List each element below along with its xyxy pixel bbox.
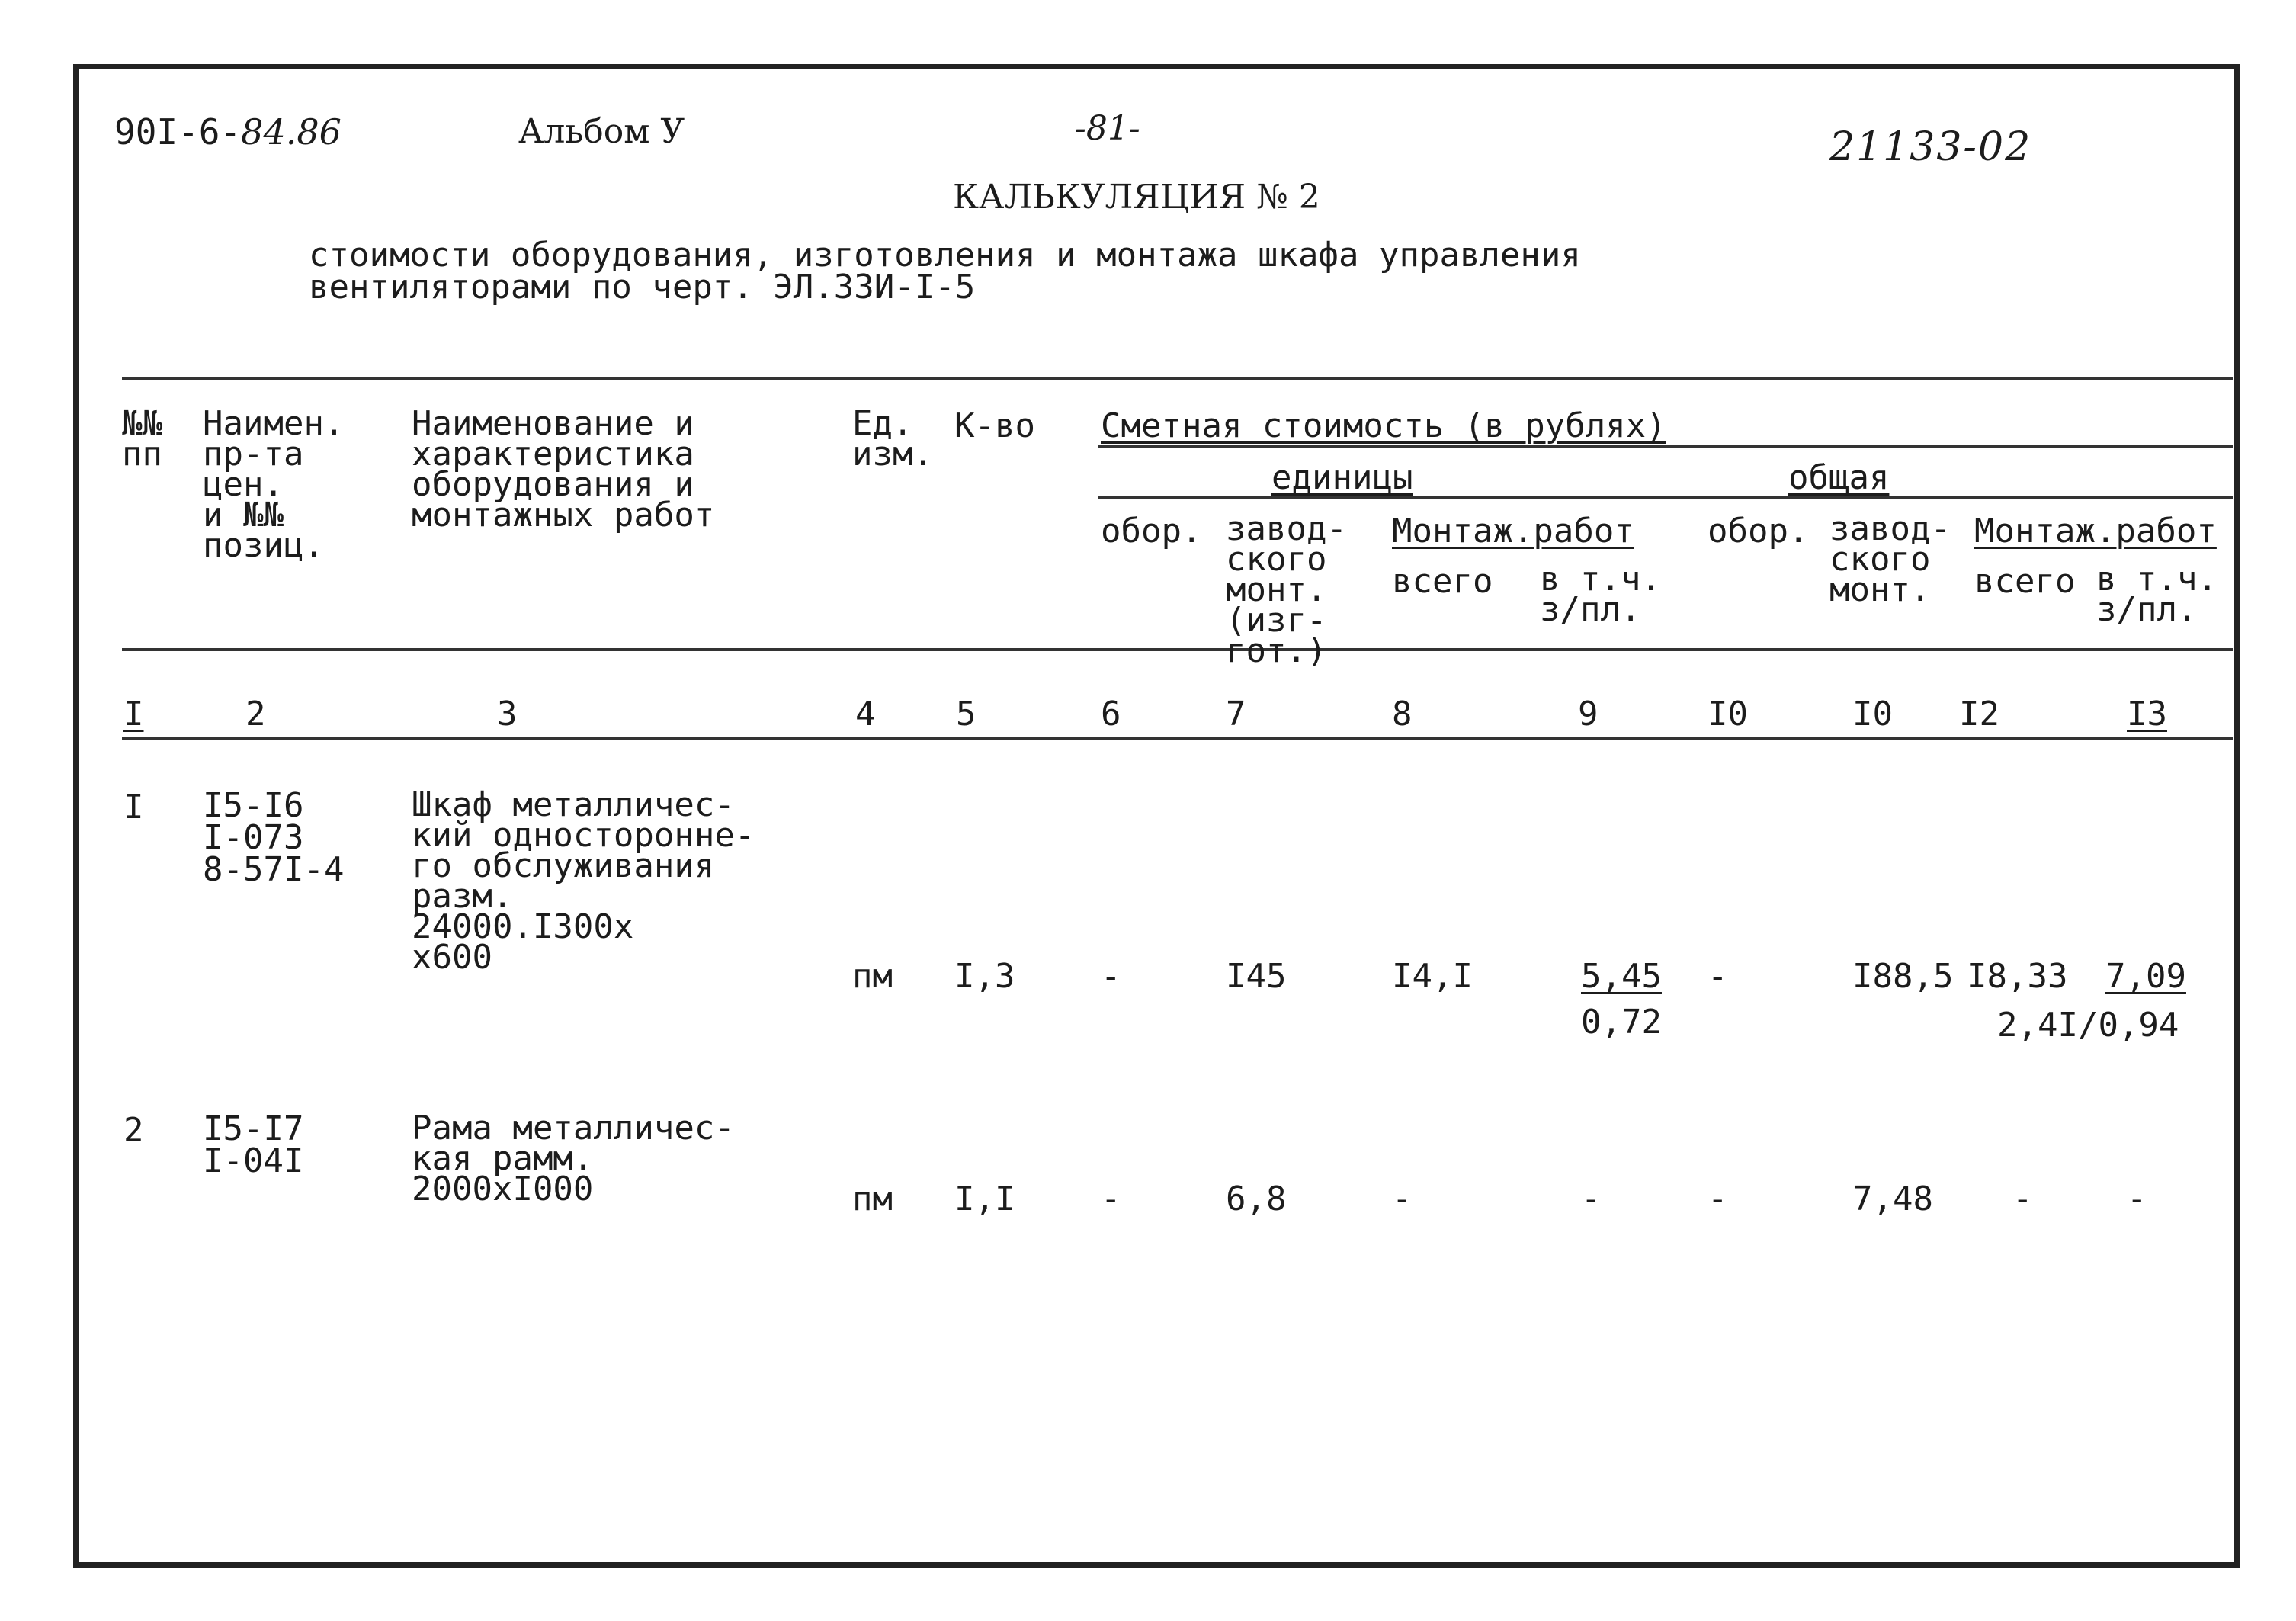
- row-2-mont-wage: -: [1581, 1180, 1602, 1218]
- row-2-number: 2: [123, 1111, 144, 1150]
- row-1-equip-total: -: [1708, 957, 1728, 996]
- row-2-equip-total: -: [1708, 1180, 1728, 1218]
- subtitle-line-1: стоимости оборудования, изготовления и монтажа шкафа управления: [309, 236, 1581, 274]
- col-header-cost-group: Сметная стоимость (в рублях): [1101, 406, 1666, 445]
- col-header-mont-wage: в т.ч. з/пл.: [1540, 560, 1661, 629]
- col-number-7: 7: [1226, 695, 1246, 733]
- col-header-montage: Монтаж.работ: [1392, 512, 1634, 550]
- col-header-mont-wage-total: в т.ч. з/пл.: [2096, 560, 2217, 629]
- row-2-factory: 6,8: [1226, 1180, 1287, 1218]
- row-2-name: Рама металличес- кая рамм. 2000xI000: [412, 1109, 735, 1209]
- page-number: -81-: [1075, 109, 1140, 148]
- col-header-name: Наименование и характеристика оборудования и монтажных работ: [412, 404, 715, 534]
- col-header-equip-total: обор.: [1708, 512, 1809, 550]
- table-top-rule: [122, 377, 2233, 380]
- row-2-equip: -: [1101, 1180, 1121, 1218]
- row-1-number: I: [123, 788, 144, 827]
- col-header-mont-total-sum: всего: [1974, 562, 2076, 601]
- row-1-factory: I45: [1226, 957, 1287, 996]
- col-header-factory-total: завод- ского монт.: [1829, 509, 1951, 609]
- page-title: КАЛЬКУЛЯЦИЯ № 2: [953, 178, 1320, 217]
- col-header-unit: Ед. изм.: [852, 404, 933, 473]
- col-number-5: 5: [956, 695, 976, 733]
- col-header-qty: К-во: [954, 406, 1035, 445]
- row-1-mont-wage-sub: 0,72: [1581, 1003, 1662, 1042]
- unit-total-rule: [1098, 496, 2233, 499]
- album-label: Альбом У: [518, 112, 685, 151]
- row-2-mont-total-sum: -: [2012, 1180, 2033, 1218]
- col-number-1: I: [123, 695, 144, 733]
- sheet-number: 21133-02: [1829, 124, 2032, 170]
- col-header-montage-total: Монтаж.работ: [1974, 512, 2217, 550]
- col-number-13: I3: [2127, 695, 2167, 733]
- col-number-6: 6: [1101, 695, 1121, 733]
- doc-code-handwritten: 84.86: [241, 111, 342, 152]
- row-1-mont-wage-total: 7,09: [2105, 957, 2186, 996]
- col-number-11: I0: [1852, 695, 1893, 733]
- row-1-equip: -: [1101, 957, 1121, 996]
- row-1-mont-total: I4,I: [1392, 957, 1473, 996]
- column-numbers-rule: [122, 737, 2233, 740]
- row-1-name: Шкаф металличес- кий односторонне- го обслуживания разм. 24000.I300x x600: [412, 785, 755, 977]
- row-2-unit: пм: [852, 1180, 893, 1218]
- row-2-mont-wage-total: -: [2127, 1180, 2147, 1218]
- col-number-10: I0: [1708, 695, 1748, 733]
- col-header-number: №№ пп: [122, 404, 162, 473]
- col-number-12: I2: [1959, 695, 1999, 733]
- col-header-unit-group: единицы: [1271, 458, 1413, 497]
- col-number-4: 4: [855, 695, 876, 733]
- col-header-price-ref: Наимен. пр-та цен. и №№ позиц.: [203, 404, 345, 565]
- row-1-mont-wage: 5,45: [1581, 957, 1662, 996]
- col-header-total-group: общая: [1788, 458, 1890, 497]
- col-header-mont-total: всего: [1392, 562, 1493, 601]
- row-1-mont-wage-total-sub: 2,4I/0,94: [1997, 1006, 2179, 1045]
- row-2-price-ref: I5-I7 I-04I: [203, 1109, 304, 1180]
- row-1-unit: пм: [852, 957, 893, 996]
- row-1-factory-total: I88,5: [1852, 957, 1954, 996]
- cost-group-rule: [1098, 445, 2233, 448]
- row-2-mont-total: -: [1392, 1180, 1413, 1218]
- col-number-2: 2: [245, 695, 266, 733]
- doc-code: [114, 111, 342, 152]
- col-header-factory: завод- ского монт. (изг- гот.): [1226, 509, 1347, 670]
- row-1-price-ref: I5-I6 I-073 8-57I-4: [203, 786, 345, 889]
- doc-code-typed: 90I-6-: [114, 111, 242, 152]
- row-2-factory-total: 7,48: [1852, 1180, 1933, 1218]
- row-2-qty: I,I: [954, 1180, 1015, 1218]
- row-1-qty: I,3: [954, 957, 1015, 996]
- col-number-8: 8: [1392, 695, 1413, 733]
- row-1-mont-total-sum: I8,33: [1967, 957, 2068, 996]
- col-number-9: 9: [1578, 695, 1599, 733]
- header-bottom-rule: [122, 648, 2233, 651]
- subtitle-line-2: вентиляторами по черт. ЭЛ.33И-I-5: [309, 268, 976, 307]
- col-header-equip: обор.: [1101, 512, 1202, 550]
- col-number-3: 3: [497, 695, 518, 733]
